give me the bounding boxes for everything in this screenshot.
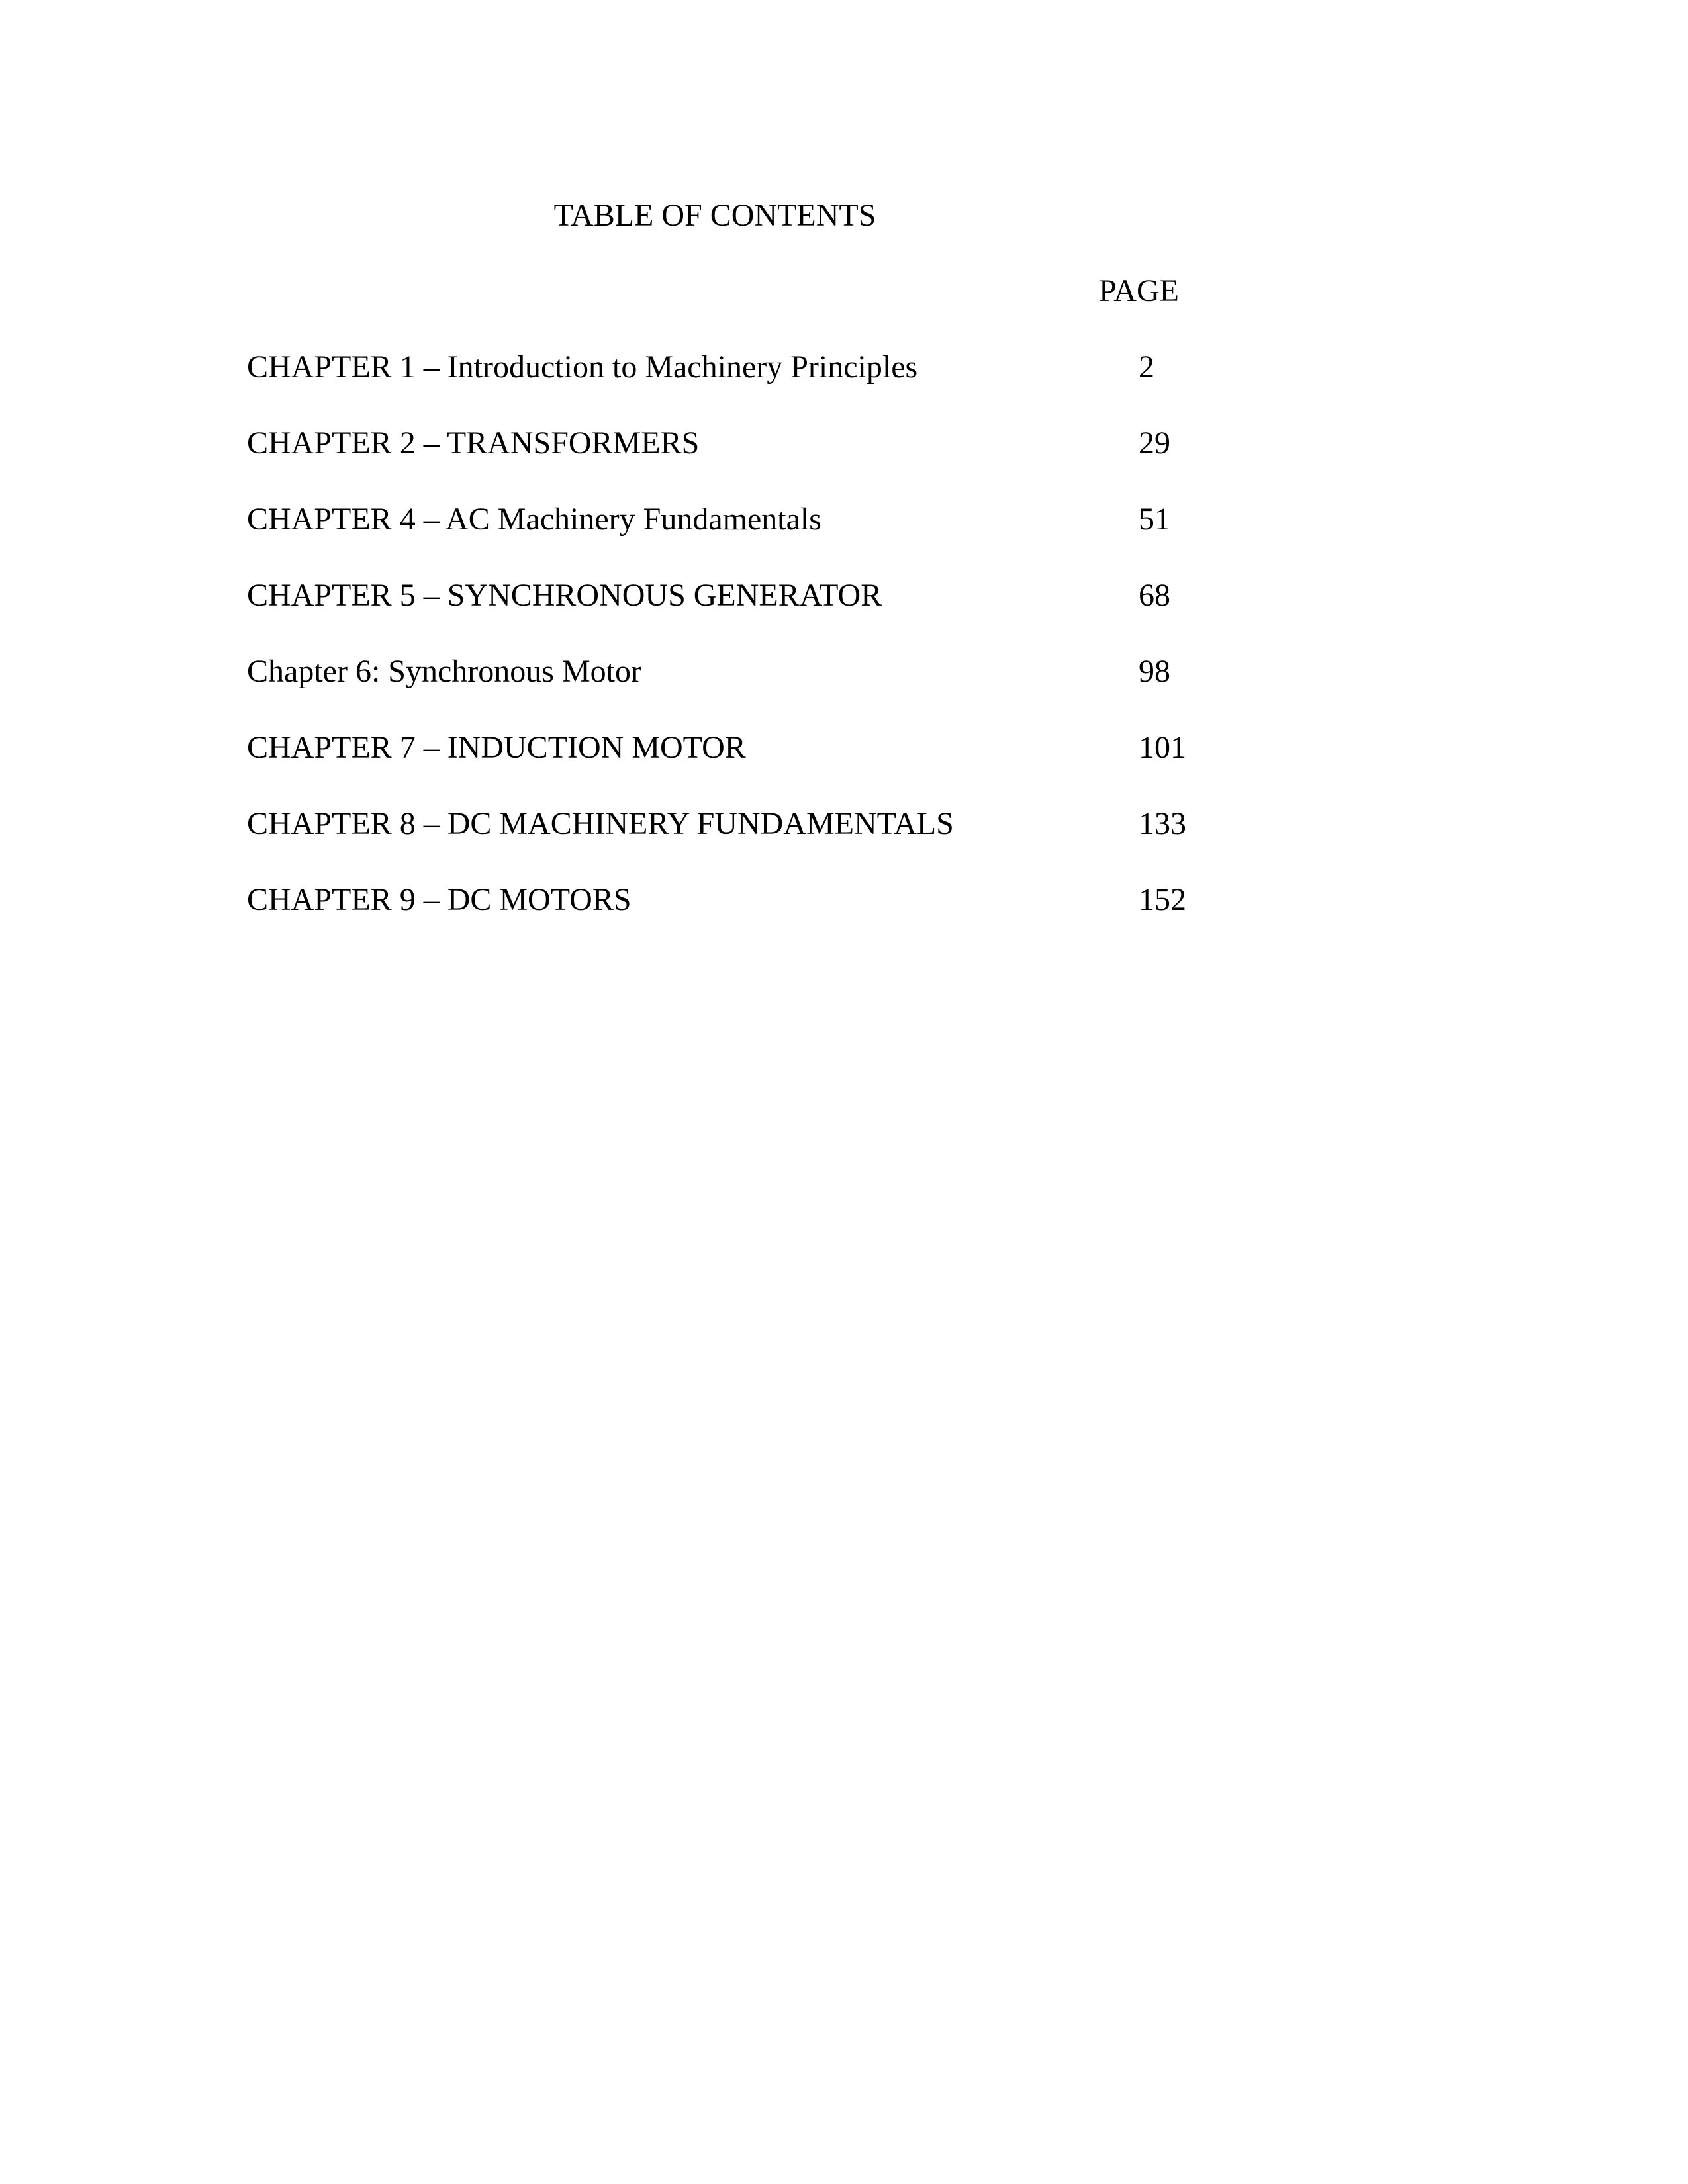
toc-chapter-title: CHAPTER 9 – DC MOTORS	[247, 882, 632, 917]
toc-entry[interactable]	[247, 576, 1240, 652]
toc-page-number: 2	[1139, 349, 1154, 385]
toc-page-number: 29	[1139, 426, 1170, 461]
toc-page-number: 152	[1139, 882, 1186, 917]
toc-chapter-title: CHAPTER 8 – DC MACHINERY FUNDAMENTALS	[247, 806, 954, 841]
toc-page-number: 98	[1139, 654, 1170, 689]
toc-chapter-title: CHAPTER 4 – AC Machinery Fundamentals	[247, 502, 821, 537]
toc-chapter-title: CHAPTER 5 – SYNCHRONOUS GENERATOR	[247, 578, 882, 613]
toc-list	[247, 347, 1240, 956]
toc-page-number: 133	[1139, 806, 1186, 841]
toc-page-number: 51	[1139, 502, 1170, 537]
toc-entry[interactable]	[247, 500, 1240, 576]
toc-entry[interactable]	[247, 424, 1240, 500]
page-title: TABLE OF CONTENTS	[553, 198, 876, 233]
toc-chapter-title: CHAPTER 7 – INDUCTION MOTOR	[247, 730, 746, 765]
toc-chapter-title: Chapter 6: Synchronous Motor	[247, 654, 641, 689]
toc-entry[interactable]	[247, 728, 1240, 804]
toc-entry[interactable]	[247, 880, 1240, 956]
toc-entry[interactable]	[247, 652, 1240, 728]
toc-page-number: 68	[1139, 578, 1170, 613]
page-column-header: PAGE	[1099, 273, 1179, 308]
toc-entry[interactable]	[247, 804, 1240, 880]
toc-chapter-title: CHAPTER 2 – TRANSFORMERS	[247, 426, 700, 461]
toc-entry[interactable]	[247, 347, 1240, 424]
toc-chapter-title: CHAPTER 1 – Introduction to Machinery Principles	[247, 349, 918, 385]
toc-page-number: 101	[1139, 730, 1186, 765]
